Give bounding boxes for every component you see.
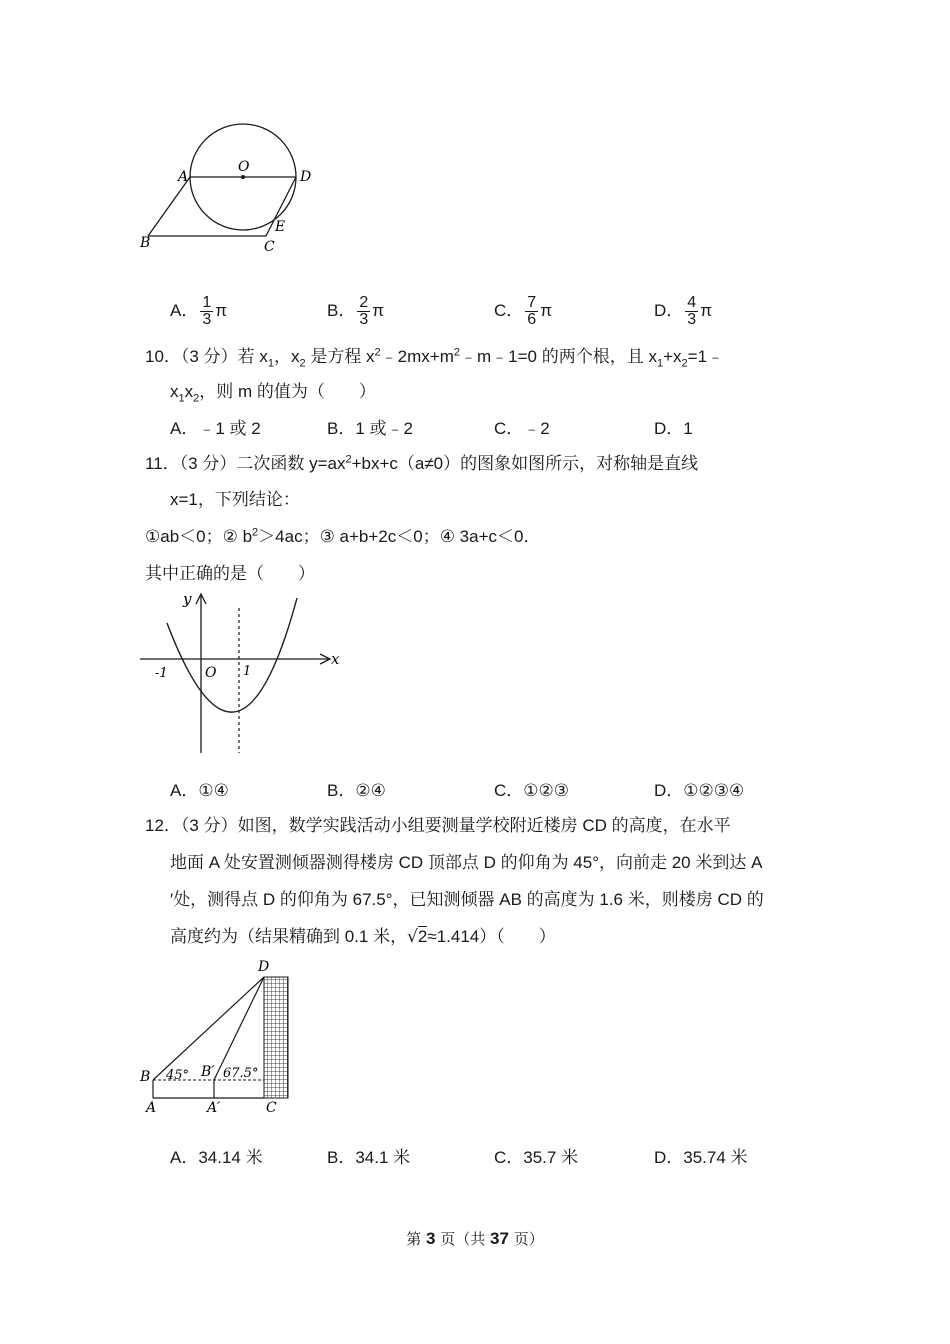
- label-b-prime: B′: [201, 1064, 215, 1080]
- q12-line-4: 高度约为（结果精确到 0.1 米，√2≈1.414）（ ）: [170, 927, 556, 947]
- q9-option-b[interactable]: B． $\frac{2}{3}$ π: [327, 294, 384, 328]
- q10-option-c[interactable]: C．﹣2: [494, 419, 550, 438]
- label-x: x: [331, 650, 340, 668]
- q11-figure: [135, 588, 350, 763]
- segment-ab: [148, 177, 190, 236]
- label-c: C: [266, 1100, 277, 1116]
- q12-option-c[interactable]: C．35.7 米: [494, 1148, 579, 1167]
- q12-option-a[interactable]: A．34.14 米: [170, 1148, 263, 1167]
- label-o: O: [238, 159, 250, 175]
- q12-figure: [135, 955, 305, 1125]
- label-1: 1: [243, 664, 252, 679]
- q12-option-d[interactable]: D．35.74 米: [654, 1148, 748, 1167]
- fraction: $\frac{7}{6}$: [527, 294, 537, 328]
- page-footer: 第 3 页（共 37 页）: [406, 1229, 544, 1248]
- q10-line-1: 10．（3 分）若 $x_1$，$x_2$ 是方程 $x^2﹣2mx+m^2﹣m﹣1=0$ 的两个根，且 $x_1+x_2=1﹣$: [145, 346, 725, 370]
- sqrt-symbol: √: [407, 927, 418, 947]
- q11-option-d[interactable]: D．①②③④: [654, 781, 745, 800]
- building-cd: [264, 977, 288, 1098]
- sight-line-b2: [214, 977, 264, 1080]
- q10-option-a[interactable]: A．﹣1 或 2: [170, 419, 261, 438]
- q11-line-1: 11．（3 分）二次函数 $y=ax^2+bx+c(a\ne 0)$的图象如图所示，对称轴是直线: [145, 453, 699, 473]
- q12-line-1: 12．（3 分）如图，数学实践活动小组要测量学校附近楼房 CD 的高度，在水平: [145, 816, 731, 835]
- q9-option-a[interactable]: A． $\frac{1}{3}$ π: [170, 294, 227, 328]
- label-angle-675: 67.5°: [223, 1066, 259, 1081]
- fraction: $\frac{1}{3}$: [202, 294, 212, 328]
- parabola-curve: [167, 598, 297, 712]
- label-b: B: [140, 1069, 151, 1085]
- fraction: $\frac{4}{3}$: [687, 294, 697, 328]
- q11-option-c[interactable]: C．①②③: [494, 781, 569, 800]
- q9-option-c[interactable]: C． $\frac{7}{6}$ π: [494, 294, 552, 328]
- fraction: $\frac{2}{3}$: [359, 294, 369, 328]
- q11-line-4: 其中正确的是（ ）: [145, 564, 315, 583]
- q10-option-b[interactable]: B．1 或﹣2: [327, 419, 413, 438]
- label-y: y: [183, 590, 192, 608]
- label-d: D: [258, 959, 270, 975]
- label-a: A: [178, 169, 189, 185]
- label-a-prime: A′: [207, 1100, 221, 1116]
- q12-option-b[interactable]: B．34.1 米: [327, 1148, 411, 1167]
- q12-line-2: 地面 A 处安置测倾器测得楼房 CD 顶部点 D 的仰角为 45°，向前走 20 米到达 A: [170, 853, 763, 872]
- q9-figure: [130, 115, 330, 260]
- q11-option-b[interactable]: B．②④: [327, 781, 386, 800]
- q12-line-3: ′处，测得点 D 的仰角为 67.5°，已知测倾器 AB 的高度为 1.6 米，则楼房 CD 的: [170, 890, 764, 909]
- label-e: E: [275, 219, 286, 235]
- q9-option-d[interactable]: D． $\frac{4}{3}$ π: [654, 294, 712, 328]
- label-neg1: -1: [155, 666, 168, 681]
- label-o: O: [205, 665, 217, 681]
- q11-line-2: x=1，下列结论：: [170, 490, 300, 509]
- q11-line-3: ①ab＜0；② $b^2>4ac$；③ a+b+2c＜0；④ 3a+c＜0．: [145, 526, 541, 546]
- label-b: B: [140, 235, 151, 251]
- label-d: D: [300, 169, 312, 185]
- label-a: A: [146, 1100, 157, 1116]
- q11-option-a[interactable]: A．①④: [170, 781, 229, 800]
- label-c: C: [264, 239, 275, 255]
- q10-option-d[interactable]: D．1: [654, 419, 693, 438]
- label-angle-45: 45°: [166, 1068, 190, 1083]
- center-point: [241, 175, 245, 179]
- q10-line-2: $x_1x_2$，则 m 的值为（ ）: [170, 382, 376, 405]
